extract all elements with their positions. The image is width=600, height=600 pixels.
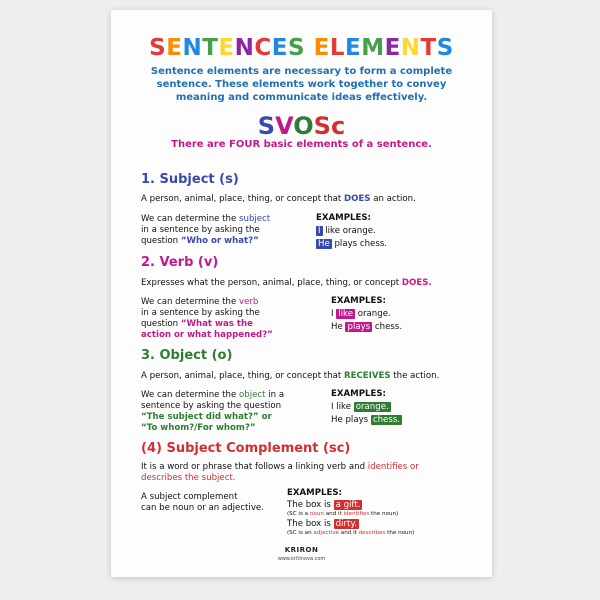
svosc-letter: O [293,112,314,140]
title-letter: E [218,35,235,61]
title-letter [305,35,314,61]
svosc-letter: S [257,112,276,140]
title-letter: S [149,35,167,61]
object-description: A person, animal, place, thing, or concept that RECEIVES the action. [141,371,440,381]
title-letter: E [344,35,362,61]
verb-description: Expresses what the person, animal, place, thing, or concept DOES. [141,278,432,288]
title-letter: E [166,35,183,61]
intro-text: Sentence elements are necessary to form a complete sentence. These elements work together to convey meaning and communicate ideas effectively. [150,66,453,103]
object-heading: 3. Object (o) [141,348,233,363]
svosc-heading [111,112,492,140]
subject-description: A person, animal, place, thing, or concept that DOES an action. [141,194,416,204]
title-letter: C [254,35,272,61]
verb-note: We can determine the verb in a sentence by asking the question “What was the action or what happened?” [141,297,273,340]
subject-note: We can determine the subject in a sentence by asking the question “Who or what?” [141,214,271,246]
title-letter: L [329,35,345,61]
complement-description: It is a word or phrase that follows a linking verb and identifies or describes the subject. [141,462,419,483]
title-letter: T [202,35,219,61]
subject-heading: 1. Subject (s) [141,172,239,187]
svosc-letter: c [330,112,346,140]
verb-heading: 2. Verb (v) [141,255,219,270]
title-letter: N [234,35,255,61]
title-letter: M [361,35,385,61]
title-letter: E [313,35,330,61]
title-letter: T [420,35,437,61]
complement-heading: (4) Subject Complement (sc) [141,441,351,456]
svosc-letter: V [275,112,294,140]
poster [111,10,492,577]
complement-examples: EXAMPLES: The box is a gift. (SC is a noun and it identifies the noun) The box is dirty. (SC is an adjective and it describes the noun) [287,488,415,537]
object-note: We can determine the object in a sentence by asking the question “The subject did what?” or “To whom?/For whom?” [141,390,285,433]
subject-examples: EXAMPLES: I like orange. He plays chess. [316,213,388,249]
title-letter: S [288,35,306,61]
tagline: There are FOUR basic elements of a sentence. [171,139,432,150]
title-letter: N [182,35,203,61]
title-letter: E [384,35,401,61]
title-letter: S [436,35,454,61]
complement-note: A subject complement can be noun or an adjective. [141,492,264,513]
title-letter: E [271,35,288,61]
verb-examples: EXAMPLES: I like orange. He plays chess. [331,296,403,332]
title-letter: N [400,35,421,61]
poster-title [111,35,492,61]
svosc-letter: S [313,112,331,140]
object-examples: EXAMPLES: I like orange. He plays chess. [331,389,401,425]
brand-logo: KRIRON [284,546,319,554]
website-text: www.kritinova.com [277,556,326,562]
